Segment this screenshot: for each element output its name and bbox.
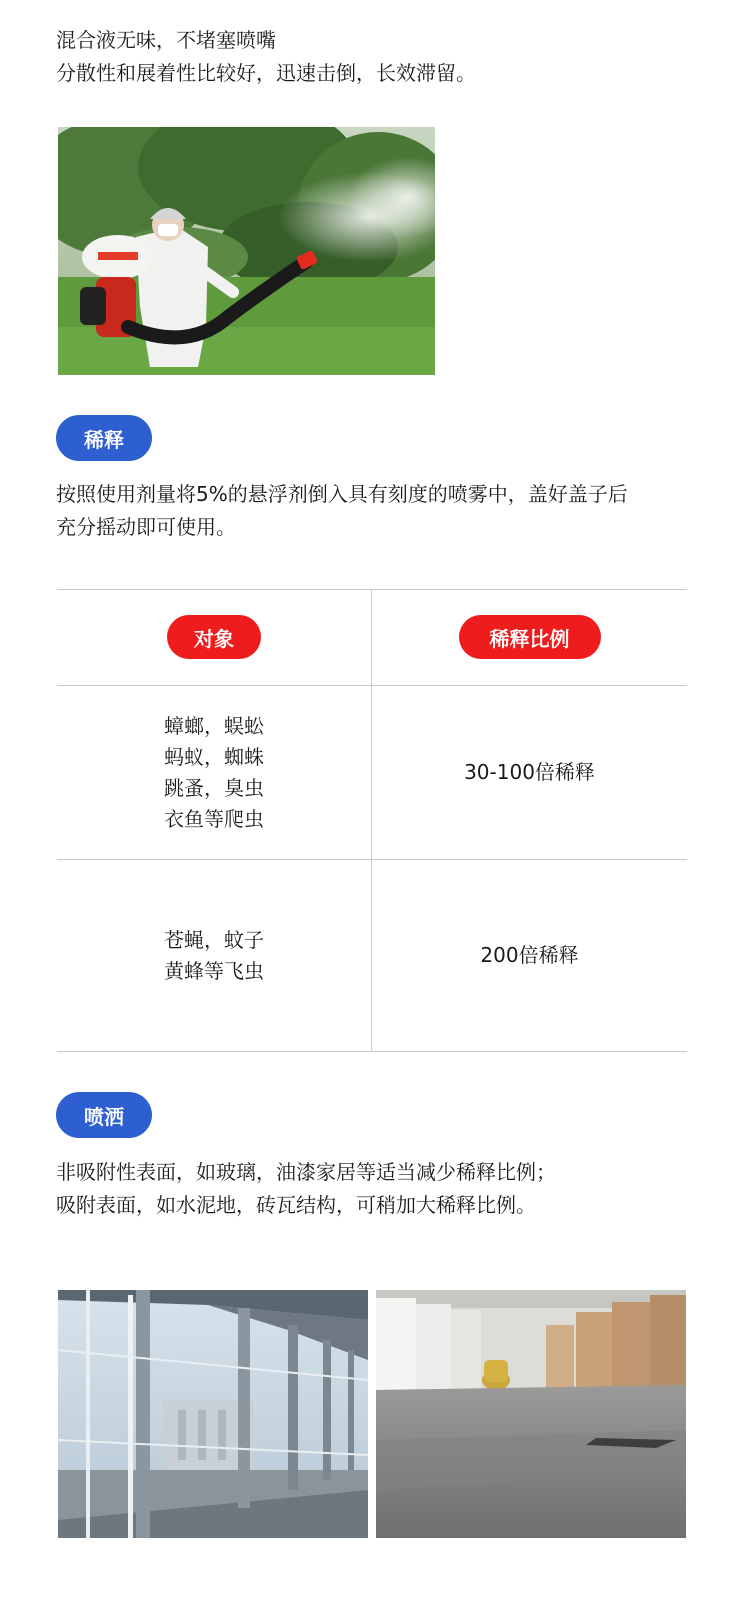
spray-badge: 喷洒 — [56, 1092, 152, 1138]
spray-line-1: 非吸附性表面，如玻璃，油漆家居等适当减少稀释比例； — [56, 1160, 556, 1184]
table-row-1-ratio — [372, 686, 687, 859]
dilution-badge: 稀释 — [56, 415, 152, 461]
dilution-line-2: 充分摇动即可使用。 — [56, 515, 236, 539]
table-row-1-targets — [57, 686, 371, 859]
target-item: 蚂蚁，蜘蛛 — [164, 744, 264, 769]
target-item: 苍蝇，蚊子 — [164, 927, 264, 952]
table-row-2-ratio — [372, 860, 687, 1051]
dilution-text — [56, 478, 628, 544]
table-divider — [57, 1051, 687, 1052]
ratio-header-badge: 稀释比例 — [459, 615, 601, 659]
table-header-ratio-cell — [372, 589, 687, 685]
dilution-table — [57, 589, 687, 1052]
ratio-value: 200倍稀释 — [480, 943, 579, 967]
sprayer-worker-photo — [58, 127, 435, 375]
intro-line-2: 分散性和展着性比较好，迅速击倒，长效滞留。 — [56, 61, 476, 85]
intro-line-1: 混合液无味，不堵塞喷嘴 — [56, 28, 276, 52]
spray-line-2: 吸附表面，如水泥地，砖瓦结构，可稍加大稀释比例。 — [56, 1193, 536, 1217]
glass-surface-photo — [58, 1290, 368, 1538]
ratio-value: 30-100倍稀释 — [464, 760, 595, 784]
dilution-line-1: 按照使用剂量将5%的悬浮剂倒入具有刻度的喷雾中，盖好盖子后 — [56, 482, 628, 506]
table-row-2-targets — [57, 860, 371, 1051]
target-item: 黄蜂等飞虫 — [164, 958, 264, 983]
intro-text — [56, 24, 476, 90]
table-header-target-cell — [57, 589, 371, 685]
spray-text — [56, 1156, 556, 1222]
target-item: 衣鱼等爬虫 — [164, 806, 264, 831]
target-header-badge: 对象 — [167, 615, 261, 659]
target-item: 跳蚤，臭虫 — [164, 775, 264, 800]
target-item: 蟑螂，蜈蚣 — [164, 713, 264, 738]
concrete-floor-photo — [376, 1290, 686, 1538]
